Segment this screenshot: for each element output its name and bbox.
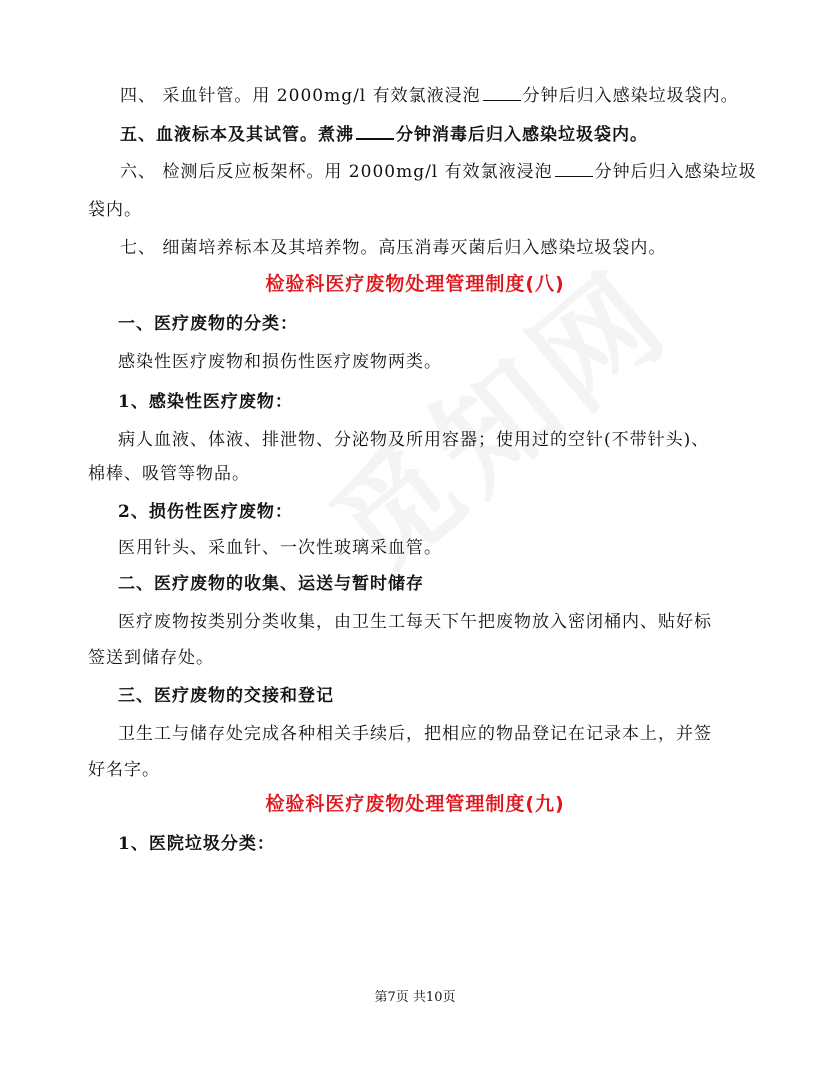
paragraph-infectious-2: 棉棒、吸管等物品。 — [88, 464, 250, 484]
heading-handover: 三、医疗废物的交接和登记 — [118, 686, 334, 706]
heading-infectious: 1、感染性医疗废物： — [118, 392, 293, 412]
line-item-5 — [0, 122, 830, 147]
line-item-6 — [0, 160, 830, 184]
line-item-4 — [0, 84, 830, 108]
page-number: 第7页 共10页 — [374, 990, 456, 1005]
paragraph-handover-2: 好名字。 — [88, 760, 160, 780]
line-item-6-cont: 袋内。 — [88, 200, 142, 220]
section-title-9: 检验科医疗废物处理管理制度(九) — [265, 793, 565, 815]
paragraph-infectious-1: 病人血液、体液、排泄物、分泌物及所用容器；使用过的空针(不带针头)、 — [118, 430, 710, 450]
item-6-text-b: 分钟后归入感染垃圾 — [594, 162, 757, 182]
paragraph-classification: 感染性医疗废物和损伤性医疗废物两类。 — [118, 352, 442, 372]
paragraph-collection-1: 医疗废物按类别分类收集，由卫生工每天下午把废物放入密闭桶内、贴好标 — [118, 612, 712, 632]
heading-classification: 一、医疗废物的分类： — [118, 314, 298, 334]
line-item-7: 七、 细菌培养标本及其培养物。高压消毒灭菌后归入感染垃圾袋内。 — [120, 238, 667, 258]
heading-hospital-waste: 1、医院垃圾分类： — [118, 834, 275, 854]
paragraph-handover-1: 卫生工与储存处完成各种相关手续后，把相应的物品登记在记录本上，并签 — [118, 724, 712, 744]
blank-underline — [356, 122, 394, 140]
item-4-text-b: 分钟后归入感染垃圾袋内。 — [522, 86, 739, 106]
item-6-text-a: 六、 检测后反应板架杯。用 2000mg/l 有效氯液浸泡 — [120, 162, 553, 182]
paragraph-collection-2: 签送到储存处。 — [88, 648, 214, 668]
blank-underline — [483, 84, 521, 101]
heading-collection: 二、医疗废物的收集、运送与暂时储存 — [118, 574, 424, 594]
item-4-text-a: 四、 采血针管。用 2000mg/l 有效氯液浸泡 — [120, 86, 481, 106]
paragraph-sharps: 医用针头、采血针、一次性玻璃采血管。 — [118, 538, 442, 558]
item-5-text-b: 分钟消毒后归入感染垃圾袋内。 — [396, 125, 648, 145]
section-title-8: 检验科医疗废物处理管理制度(八) — [265, 273, 565, 295]
heading-sharps: 2、损伤性医疗废物： — [118, 502, 293, 522]
blank-underline — [555, 160, 593, 177]
item-5-text-a: 五、血液标本及其试管。煮沸 — [120, 125, 354, 145]
